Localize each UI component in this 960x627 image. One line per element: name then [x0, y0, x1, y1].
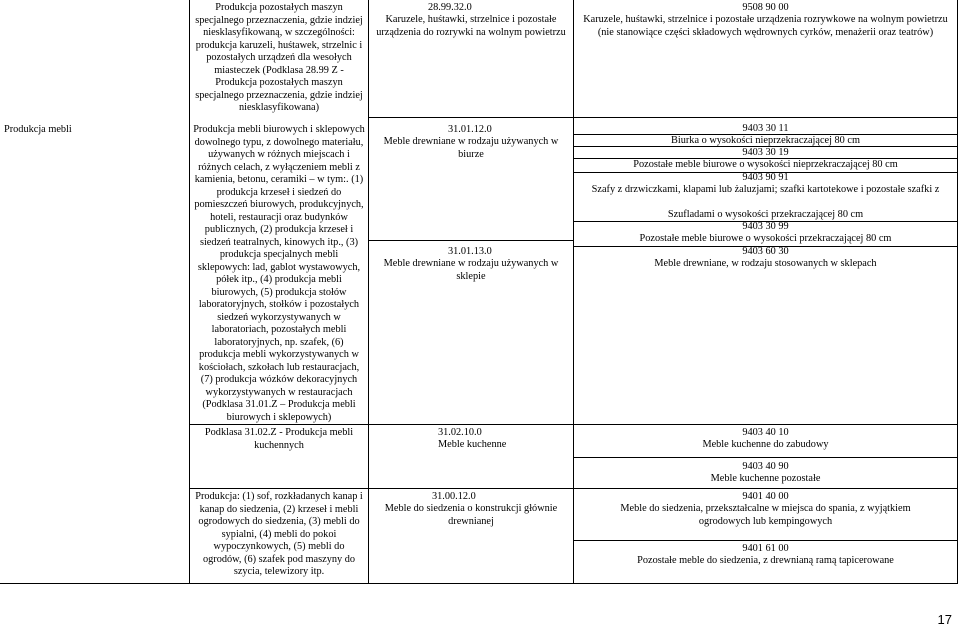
pkwiu-description: Karuzele, huśtawki, strzelnice i pozostałe urządzenia do rozrywki na wolnym powietrzu — [376, 14, 566, 38]
cn-description: Szufladami o wysokości przekraczającej 80 cm — [667, 209, 864, 220]
cn-description: Pozostałe meble do siedzenia, z drewnianą ramą tapicerowane — [637, 555, 894, 566]
cn-code: 9403 40 90 — [742, 461, 789, 472]
pkwiu-description: Meble drewniane w rodzaju używanych w sklepie — [383, 258, 559, 282]
cn-code: 9403 60 30 — [742, 246, 789, 257]
column-divider-4 — [957, 0, 958, 583]
cn-code: 9403 30 11 — [742, 123, 789, 134]
row-divider-c3-r3 — [369, 240, 574, 241]
pkwiu-code: 31.01.12.0 — [448, 124, 492, 135]
cn-code: 9401 61 00 — [742, 543, 789, 554]
cn-description: Szafy z drzwiczkami, klapami lub żaluzjami; szafki kartotekowe i pozostałe szafki z — [591, 184, 940, 195]
cn-code: 9403 90 91 — [742, 172, 789, 183]
cn-code: 9403 30 99 — [742, 221, 789, 232]
row-divider-c4-d2 — [574, 540, 958, 541]
cn-description: Meble do siedzenia, przekształcalne w miejsca do spania, z wyjątkiem ogrodowych lub kempingowych — [620, 503, 911, 527]
page-number: 17 — [937, 612, 952, 627]
table-bottom-border — [0, 583, 958, 584]
cn-code: 9403 40 10 — [742, 427, 789, 438]
category-label: Produkcja mebli — [4, 124, 72, 135]
row-divider-c2c3c4-kitchen — [190, 424, 958, 425]
pkwiu-code: 31.02.10.0 — [438, 427, 482, 438]
column-divider-2 — [368, 0, 369, 583]
cn-description: Karuzele, huśtawki, strzelnice i pozostałe urządzenia rozrywkowe na wolnym powietrzu (nie stanowiące części składowych wędrownych cyrków, menażerii oraz teatrów) — [583, 14, 948, 38]
activity-block-kitchen: Podklasa 31.02.Z - Produkcja mebli kuchennych — [204, 427, 354, 451]
cn-description: Meble drewniane, w rodzaju stosowanych w sklepach — [654, 258, 877, 269]
cn-code: 9403 30 19 — [742, 147, 789, 158]
pkwiu-description: Meble kuchenne — [438, 439, 507, 450]
cn-description: Meble kuchenne pozostałe — [710, 473, 821, 484]
cn-code: 9401 40 00 — [742, 491, 789, 502]
cn-description: Pozostałe meble biurowe o wysokości przekraczającej 80 cm — [639, 233, 892, 244]
cn-description: Meble kuchenne do zabudowy — [702, 439, 829, 450]
row-divider-c2c3c4-seats — [190, 488, 958, 489]
pkwiu-code: 28.99.32.0 — [428, 2, 472, 13]
pkwiu-description: Meble drewniane w rodzaju używanych w biurze — [383, 136, 559, 160]
pkwiu-description: Meble do siedzenia o konstrukcji głównie drewnianej — [384, 503, 558, 527]
pkwiu-code: 31.00.12.0 — [432, 491, 476, 502]
cn-description: Pozostałe meble biurowe o wysokości nieprzekraczającej 80 cm — [633, 159, 898, 170]
column-divider-3 — [573, 0, 574, 583]
activity-block-office-furniture: Produkcja mebli biurowych i sklepowych dowolnego typu, z dowolnego materiału, używanych w różnych miejscach i różnych celach, z wyłączeniem mebli z kamienia, betonu, ceramiki – w tym:. (1) produkcja krzeseł i siedzeń do pomieszczeń biurowych, produkcyjnych, hoteli, restauracji oraz budynków publicznych, (2) produkcja krzeseł i siedzeń teatralnych, kinowych itp., (3) produkcja specjalnych mebli sklepowych: lad, gablot wystawowych, półek itp., (4) produkcja mebli biurowych, (5) produkcja stołów laboratoryjnych, stołków i pozostałych siedzeń wykorzystywanych w laboratoriach, pozostałych mebli laboratoryjnych, np. szafek, (6) produkcja mebli wykorzystywanych w kościołach, szkołach lub restauracjach, (7) produkcja wózków dekoracyjnych wykorzystywanych w restauracjach (Podklasa 31.01.Z – Produkcja mebli biurowych i sklepowych) — [193, 124, 365, 423]
activity-block-seats: Produkcja: (1) sof, rozkładanych kanap i kanap do siedzenia, (2) krzeseł i mebli ogrodowych do siedzenia, (3) mebli do sypialni, (4) mebli do pokoi wypoczynkowych, (5) mebli do ogrodów, (6) szafek pod maszyny do szycia, telewizory itp. — [195, 491, 363, 577]
cn-code: 9508 90 00 — [742, 2, 789, 13]
row-divider-c3c4-a — [369, 117, 958, 118]
activity-block-amusement: Produkcja pozostałych maszyn specjalnego przeznaczenia, gdzie indziej niesklasyfikowaną, w szczególności: produkcja karuzeli, huśtawek, strzelnic i pozostałych urządzeń dla wesołych miasteczek (Podklasa 28.99 Z - Produkcja pozostałych maszyn specjalnego przeznaczenia, gdzie indziej niesklasyfikowana) — [195, 2, 363, 113]
pkwiu-code: 31.01.13.0 — [448, 246, 492, 257]
column-divider-1 — [189, 0, 190, 583]
cn-description: Biurka o wysokości nieprzekraczającej 80 cm — [671, 135, 860, 146]
row-divider-c4-c2 — [574, 457, 958, 458]
